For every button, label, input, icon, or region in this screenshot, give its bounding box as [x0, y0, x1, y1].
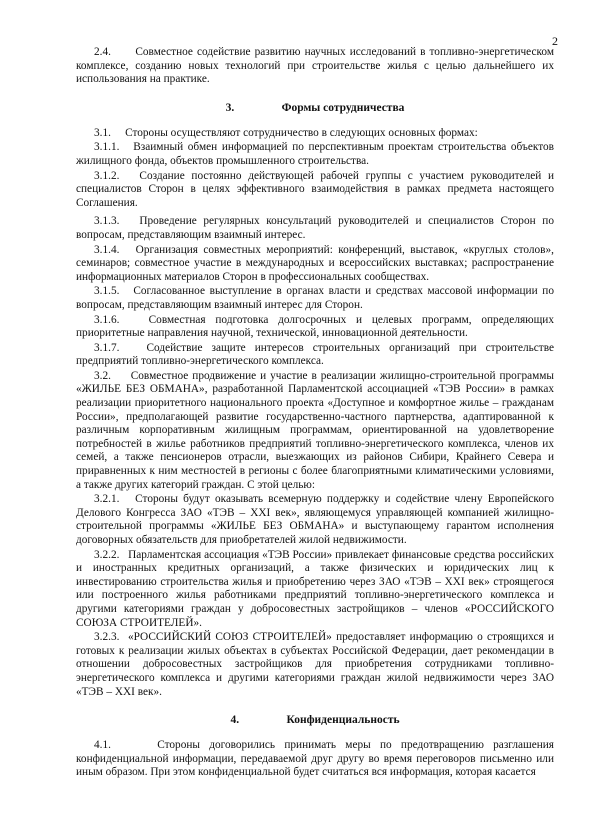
clause-text: Парламентская ассоциация «ТЭВ России» привлекает финансовые средства российских и иностранных кредитных организаций, а также физических и юридических лиц к инвестированию строительства жилья и приобретению через ЗАО «ТЭВ – XXI век» строящегося или построенного жилья работниками предприятий топливно-энергетического комплекса и другими категориями граждан у добросовестных застройщиков – членов «РОССИЙСКОГО СОЮЗА СТРОИТЕЛЕЙ». [76, 548, 554, 629]
clause-3-1-7 [76, 342, 554, 369]
clause-2-4 [76, 46, 554, 87]
clause-number: 3.1.1. [94, 141, 120, 154]
clause-text: Стороны договорились принимать меры по предотвращению разглашения конфиденциальной информации, передаваемой друг другу во время переговоров письменно или иным образом. При этом конфиденциальной будет считаться вся информация, которая касается [76, 739, 554, 779]
clause-3-1-4 [76, 244, 554, 285]
clause-number: 3.1. [94, 126, 111, 139]
clause-4-1 [76, 739, 554, 780]
page-number: 2 [552, 34, 558, 48]
clause-text: Стороны будут оказывать всемерную поддержку и содействие члену Европейского Делового Конгресса ЗАО «ТЭВ – XXI век», являющемуся управляющей компанией жилищно-строительной программы «ЖИЛЬЕ БЕЗ ОБМАНА» и выступающему гарантом исполнения договорных обязательств для приобретателей жилой недвижимости. [76, 493, 554, 546]
clause-text: Содействие защите интересов строительных организаций при строительстве предприятий топливно-энергетического комплекса. [76, 341, 554, 368]
section-number: 3. [225, 101, 235, 114]
clause-text: Организация совместных мероприятий: конференций, выставок, «круглых столов», семинаров; совместное участие в международных и всероссийских выставках; распространение информационных материалов Сторон в профессиональных сообществах. [76, 243, 554, 283]
clause-number: 3.1.6. [94, 313, 120, 326]
clause-number: 3.1.2. [94, 169, 120, 182]
clause-number: 3.2. [94, 369, 111, 382]
clause-text: Взаимный обмен информацией по перспективным проектам строительства объектов жилищного фонда, объектов промышленного строительства. [76, 141, 554, 167]
clause-number: 3.1.4. [94, 243, 120, 256]
document-body [76, 46, 554, 782]
clause-number: 3.1.7. [94, 341, 120, 354]
clause-3-1-6 [76, 314, 554, 341]
clause-number: 3.2.3. [94, 631, 120, 644]
clause-3-1-2 [76, 170, 554, 211]
clause-number: 3.2.1. [94, 493, 120, 506]
clause-text: Согласованное выступление в органах власти и средствах массовой информации по вопросам, представляющим взаимный интерес для Сторон. [76, 285, 554, 311]
clause-text: Совместная подготовка долгосрочных и целевых программ, определяющих приоритетные направления научной, технической, инновационной деятельности. [76, 313, 554, 340]
section-number: 4. [230, 714, 240, 727]
clause-3-2-2 [76, 549, 554, 631]
clause-text: Совместное содействие развитию научных исследований в топливно-энергетическом комплексе, созданию новых технологий при строительстве жилья с целью дальнейшего их использования на практике. [76, 46, 554, 86]
clause-3-1 [76, 127, 554, 141]
clause-text: «РОССИЙСКИЙ СОЮЗ СТРОИТЕЛЕЙ» предоставляет информацию о строящихся и готовых к реализации жилых объектах в субъектах Российской Федерации, дает рекомендации в отношении добросовестных застройщиков для приобретения сотрудниками топливно-энергетического комплекса и другими категориями граждан жилой недвижимости через ЗАО «ТЭВ – XXI век». [76, 631, 554, 698]
clause-3-1-3 [76, 215, 554, 242]
clause-3-2 [76, 370, 554, 492]
clause-number: 3.2.2. [94, 548, 120, 561]
clause-number: 2.4. [94, 46, 111, 58]
clause-text: Создание постоянно действующей рабочей группы с участием руководителей и специалистов Сторон в целях эффективного взаимодействия в рамках предмета настоящего Соглашения. [76, 169, 554, 209]
section-heading-3 [76, 101, 554, 115]
clause-number: 3.1.5. [94, 285, 120, 298]
clause-text: Стороны осуществляют сотрудничество в следующих основных формах: [125, 126, 478, 139]
clause-3-2-1 [76, 493, 554, 547]
clause-number: 4.1. [94, 739, 111, 752]
section-title: Формы сотрудничества [281, 101, 405, 114]
section-heading-4 [76, 713, 554, 727]
clause-text: Проведение регулярных консультаций руководителей и специалистов Сторон по вопросам, представляющим взаимный интерес. [76, 215, 554, 241]
clause-3-1-5 [76, 285, 554, 312]
clause-3-1-1 [76, 141, 554, 168]
clause-text: Совместное продвижение и участие в реализации жилищно-строительной программы «ЖИЛЬЕ БЕЗ ОБМАНА», разработанной Парламентской ассоциацией «ТЭВ России» в рамках реализации приоритетного национального проекта «Доступное и комфортное жилье – гражданам России», предполагающей развитие государственно-частного партнерства, адаптированной к различным корпоративным жилищным программам, ориентированной на удовлетворение потребностей в жилье работников предприятий топливно-энергетического комплекса, членов их семей, а также пенсионеров отрасли, выезжающих из районов Сибири, Крайнего Севера и приравненных к ним местностей в регионы с более благоприятными климатическими условиями, а также других категорий граждан. С этой целью: [76, 369, 555, 491]
clause-3-2-3 [76, 631, 554, 699]
clause-number: 3.1.3. [94, 215, 120, 228]
section-title: Конфиденциальность [286, 714, 400, 727]
